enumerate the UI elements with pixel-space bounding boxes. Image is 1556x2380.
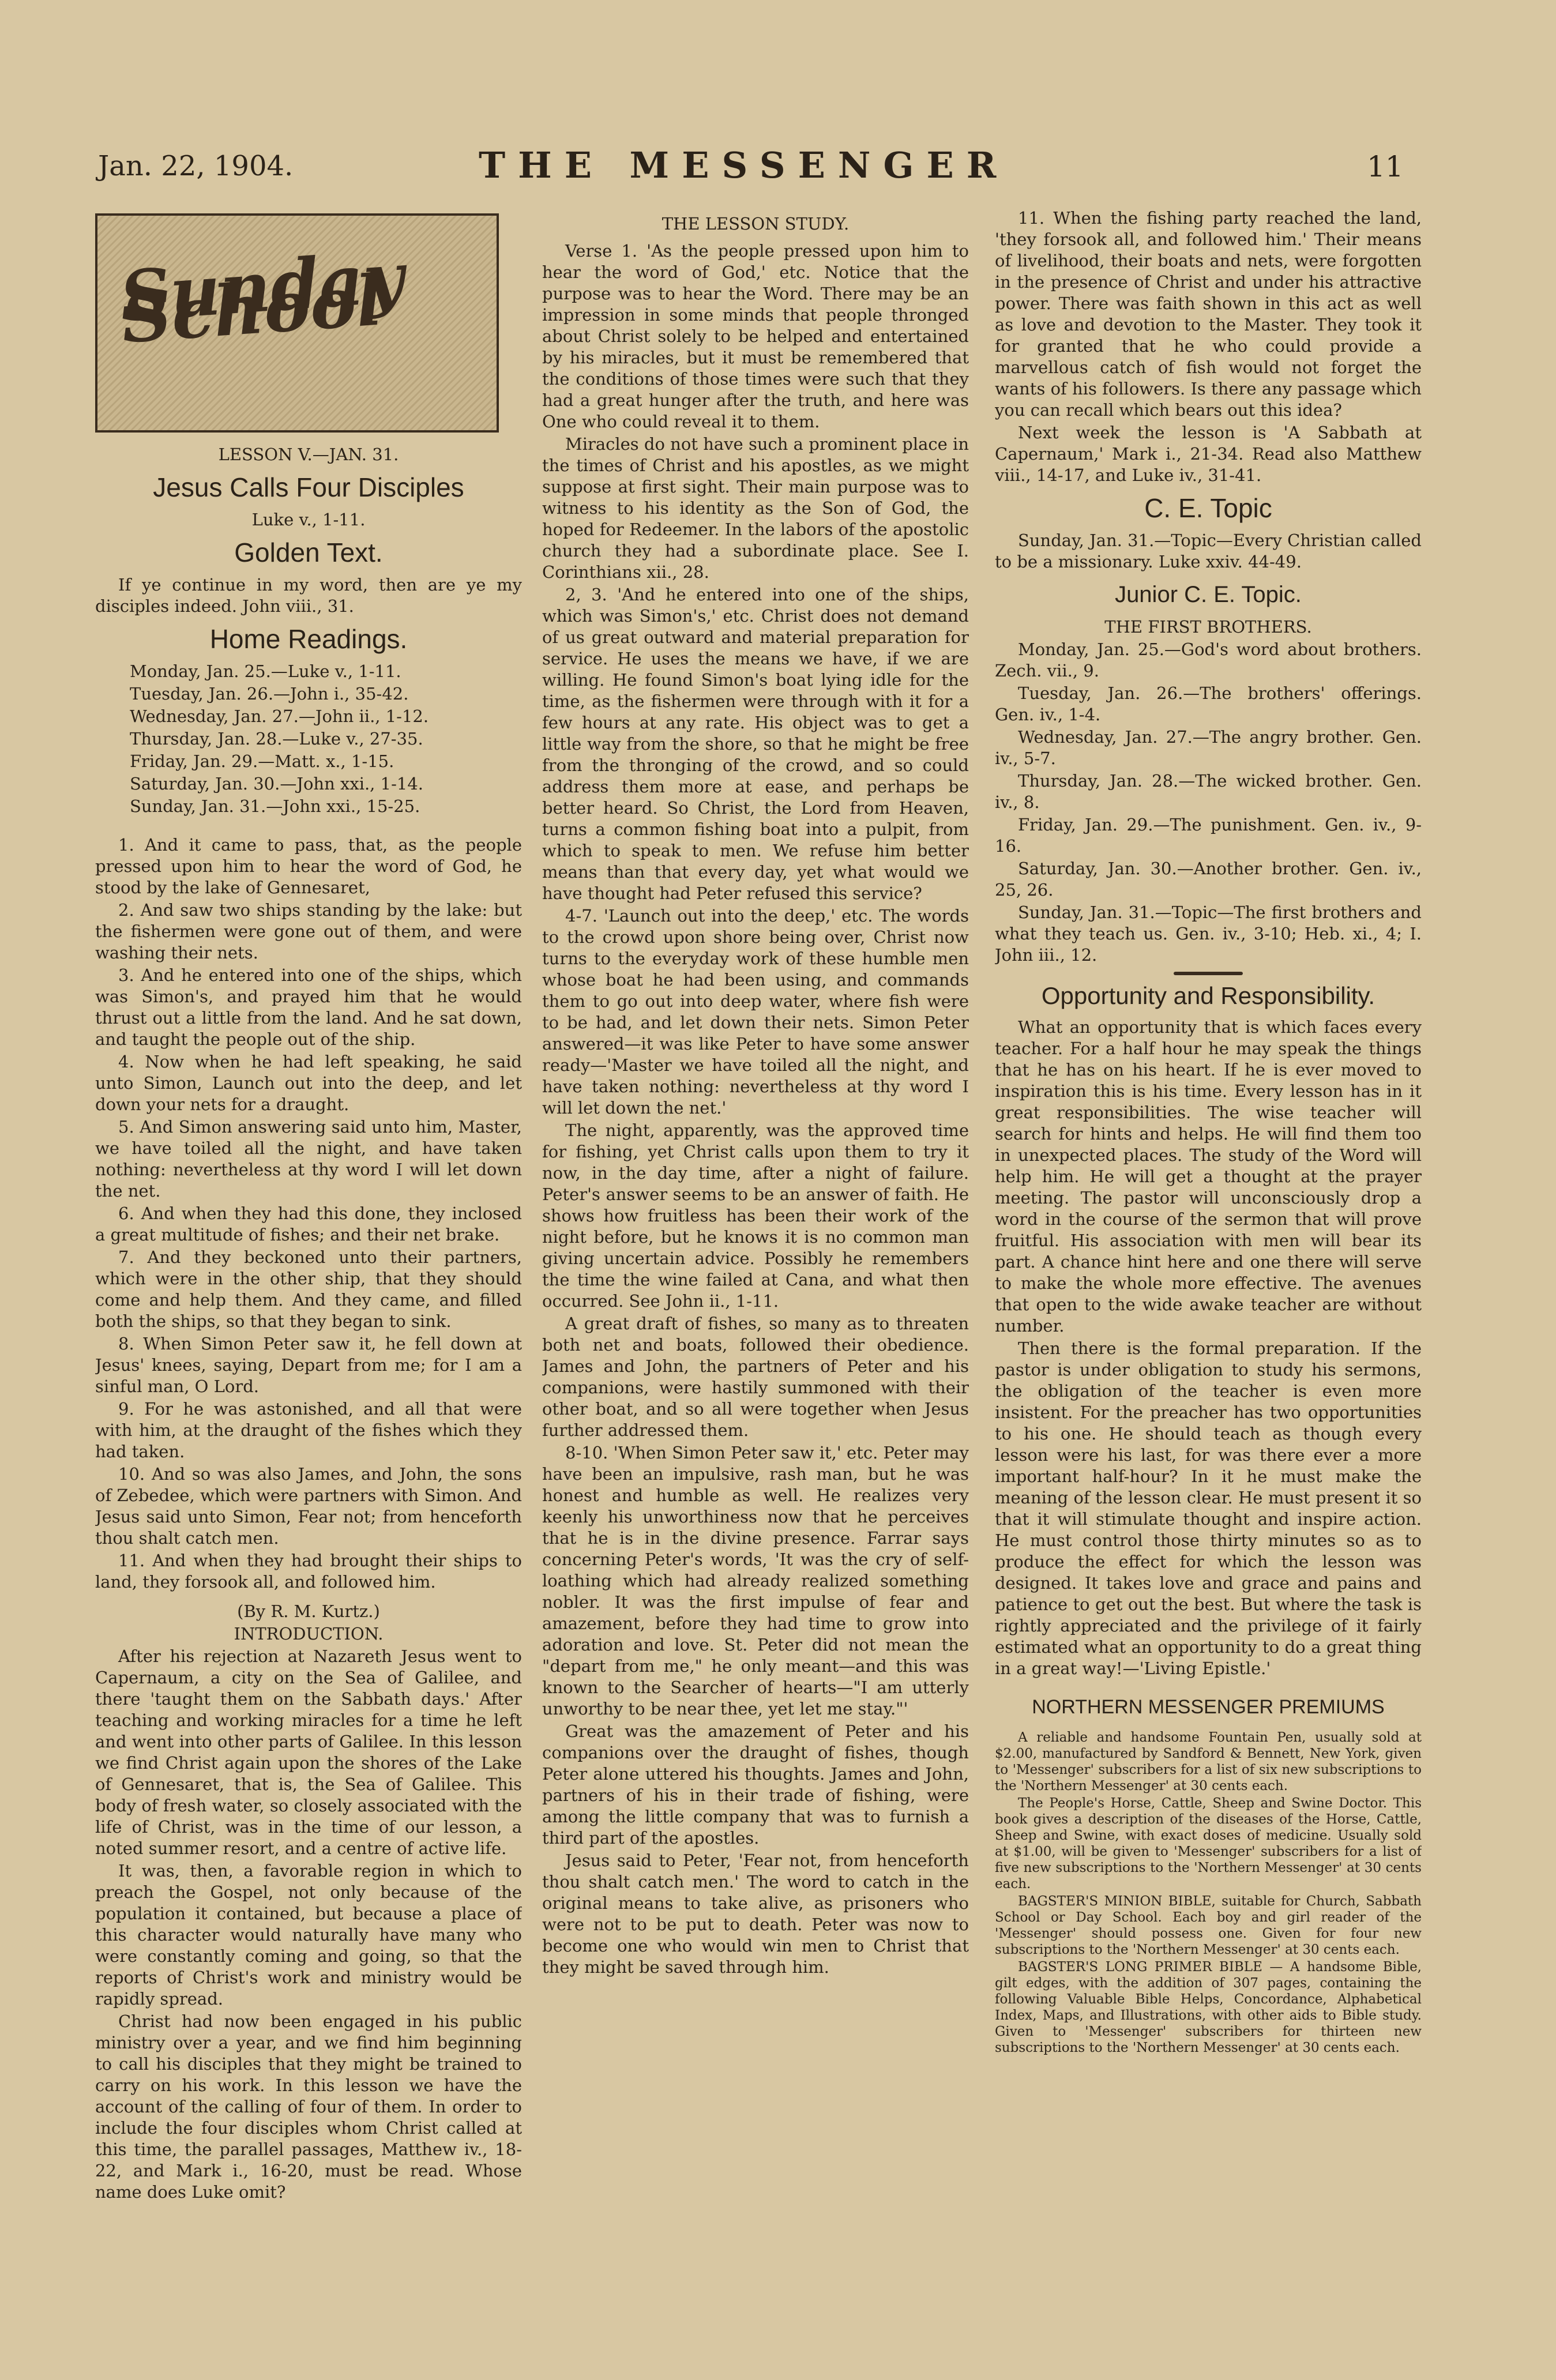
study-paragraph: Miracles do not have such a prominent place in the times of Christ and his apostles, as we might suppose at first sight. Their main purpose was to witness to his identity as the Son of God, the hoped for Redeemer. In the labors of the apostolic church they had a subordinate place. See I. Corinthians xii., 28. bbox=[542, 434, 969, 582]
ornamental-rule bbox=[1174, 972, 1243, 975]
study-paragraph: A great draft of fishes, so many as to threaten both net and boats, followed their obedience. James and John, the partners of Peter and his companions, were hastily summoned with their other boat, and so all were together when Jesus further addressed them. bbox=[542, 1314, 969, 1440]
reading-item: Thursday, Jan. 28.—Luke v., 27-35. bbox=[130, 729, 423, 749]
study-paragraph: Jesus said to Peter, 'Fear not, from henceforth thou shalt catch men.' The word to catch in the original means to take alive, as prisoners who were not to be put to death. Peter was now to become one who would win men to Christ that they might be saved through him. bbox=[542, 1851, 969, 1977]
premiums-heading: NORTHERN MESSENGER PREMIUMS bbox=[1032, 1696, 1385, 1718]
junior-item: Wednesday, Jan. 27.—The angry brother. Gen. iv., 5-7. bbox=[995, 727, 1422, 768]
premium-item: BAGSTER'S LONG PRIMER BIBLE — A handsome Bible, gilt edges, with the addition of 307 pages, containing the following Valuable Bible Helps, Concordance, Alphabetical Index, Maps, and Illustrations, with other aids to Bible study. Given to 'Messenger' subscribers for thirteen new subscriptions to the 'Northern Messenger' at 30 cents each. bbox=[995, 1960, 1422, 2055]
golden-text: If ye continue in my word, then are ye my disciples indeed. John viii., 31. bbox=[95, 575, 522, 616]
reading-item: Monday, Jan. 25.—Luke v., 1-11. bbox=[130, 661, 401, 681]
golden-text-heading: Golden Text. bbox=[234, 537, 383, 567]
study-paragraph: 11. When the fishing party reached the land, 'they forsook all, and followed him.' Their means of livelihood, their boats and nets, were forgotten in the presence of Christ and under his attractive power. There was faith shown in this act as well as love and devotion to the Master. They took it for granted that he who could provide a marvellous catch of fish would not forget the wants of his followers. Is there any passage which you can recall which bears out this idea? bbox=[995, 208, 1422, 420]
page-number: 11 bbox=[1367, 150, 1404, 183]
scripture-verse: 9. For he was astonished, and all that were with him, at the draught of the fishes which they had taken. bbox=[95, 1399, 522, 1461]
study-paragraph: 2, 3. 'And he entered into one of the ships, which was Simon's,' etc. Christ does not demand of us great outward and material preparation for service. He uses the means we have, if we are willing. He found Simon's boat lying idle for the time, as the fishermen were through with it for a few hours at any rate. His object was to get a little way from the shore, so that he might be free from the thronging of the crowd, and so could address them more at ease, and perhaps be better heard. So Christ, the Lord from Heaven, turns a common fishing boat into a pulpit, from which to speak to men. We refuse him better means than that every day, yet what would we have thought had Peter refused this service? bbox=[542, 585, 969, 903]
lesson-label: LESSON V.—JAN. 31. bbox=[218, 445, 399, 464]
scripture-verse: 6. And when they had this done, they inclosed a great multitude of fishes; and their net brake. bbox=[95, 1204, 522, 1244]
reading-item: Friday, Jan. 29.—Matt. x., 1-15. bbox=[130, 751, 394, 771]
intro-paragraph: Christ had now been engaged in his public ministry over a year, and we find him beginning to call his disciples that they might be trained to carry on his work. In this lesson we have the account of the calling of four of them. In order to include the four disciples whom Christ called at this time, the parallel passages, Matthew iv., 18-22, and Mark i., 16-20, must be read. Whose name does Luke omit? bbox=[95, 2011, 522, 2202]
scripture-verse: 1. And it came to pass, that, as the people pressed upon him to hear the word of God, he stood by the lake of Gennesaret, bbox=[95, 835, 522, 897]
byline: (By R. M. Kurtz.) bbox=[237, 1601, 380, 1621]
reading-item: Saturday, Jan. 30.—John xxi., 1-14. bbox=[130, 774, 423, 794]
column-1 bbox=[95, 208, 522, 2341]
scripture-verse: 5. And Simon answering said unto him, Master, we have toiled all the night, and have taken nothing: nevertheless at thy word I will let down the net. bbox=[95, 1117, 522, 1201]
reading-item: Tuesday, Jan. 26.—John i., 35-42. bbox=[130, 684, 409, 704]
lesson-title: Jesus Calls Four Disciples bbox=[153, 472, 464, 502]
scripture-verse: 10. And so was also James, and John, the sons of Zebedee, which were partners with Simon. And Jesus said unto Simon, Fear not; from henceforth thou shalt catch men. bbox=[95, 1464, 522, 1548]
junior-ce-heading: Junior C. E. Topic. bbox=[1115, 582, 1302, 607]
masthead-title: THE MESSENGER bbox=[479, 144, 1009, 186]
junior-item: Tuesday, Jan. 26.—The brothers' offerings. Gen. iv., 1-4. bbox=[995, 683, 1422, 724]
junior-item: Monday, Jan. 25.—God's word about brothers. Zech. vii., 9. bbox=[995, 640, 1422, 680]
lesson-reference: Luke v., 1-11. bbox=[251, 510, 366, 529]
home-readings-list bbox=[95, 661, 522, 817]
reading-item: Sunday, Jan. 31.—John xxi., 15-25. bbox=[130, 796, 420, 816]
introduction-heading: INTRODUCTION. bbox=[234, 1624, 384, 1644]
scripture-verse: 2. And saw two ships standing by the lake: but the fishermen were gone out of them, and were washing their nets. bbox=[95, 900, 522, 962]
junior-ce-subheading: THE FIRST BROTHERS. bbox=[1104, 617, 1312, 637]
intro-paragraph: After his rejection at Nazareth Jesus went to Capernaum, a city on the Sea of Galilee, and there 'taught them on the Sabbath days.' After teaching and working miracles for a time he left and went into other parts of Galilee. In this lesson we find Christ again upon the shores of the Lake of Gennesaret, that is, the Sea of Galilee. This body of fresh water, so closely associated with the life of Christ, was in the time of our lesson, a noted summer resort, and a centre of active life. bbox=[95, 1646, 522, 1858]
scripture-verse: 11. And when they had brought their ships to land, they forsook all, and followed him. bbox=[95, 1551, 522, 1592]
junior-item: Thursday, Jan. 28.—The wicked brother. Gen. iv., 8. bbox=[995, 771, 1422, 812]
scripture-verse: 3. And he entered into one of the ships, which was Simon's, and prayed him that he would thrust out a little from the land. And he sat down, and taught the people out of the ship. bbox=[95, 965, 522, 1049]
ce-topic-heading: C. E. Topic bbox=[1144, 493, 1272, 523]
junior-item: Saturday, Jan. 30.—Another brother. Gen. iv., 25, 26. bbox=[995, 859, 1422, 900]
study-paragraph: Verse 1. 'As the people pressed upon him to hear the word of God,' etc. Notice that the purpose was to hear the Word. There may be an impression in some minds that people thronged about Christ solely to be helped and entertained by his miracles, but it must be remembered that the conditions of those times were such that they had a great hunger after the truth, and here was One who could reveal it to them. bbox=[542, 241, 969, 431]
sunday-school-banner bbox=[95, 213, 499, 433]
scripture-verse: 4. Now when he had left speaking, he said unto Simon, Launch out into the deep, and let down your nets for a draught. bbox=[95, 1052, 522, 1114]
header-date: Jan. 22, 1904. bbox=[98, 150, 294, 182]
junior-item: Friday, Jan. 29.—The punishment. Gen. iv., 9-16. bbox=[995, 815, 1422, 856]
intro-paragraph: It was, then, a favorable region in which to preach the Gospel, not only because of the population it contained, but because a place of this character would naturally have many who were constantly coming and going, so that the reports of Christ's work and ministry would be rapidly spread. bbox=[95, 1861, 522, 2009]
page-header bbox=[92, 144, 1476, 196]
opportunity-heading: Opportunity and Responsibility. bbox=[1041, 982, 1375, 1009]
scripture-verse: 7. And they beckoned unto their partners, which were in the other ship, that they should come and help them. And they came, and filled both the ships, so that they began to sink. bbox=[95, 1247, 522, 1331]
home-readings-heading: Home Readings. bbox=[209, 624, 408, 654]
reading-item: Wednesday, Jan. 27.—John ii., 1-12. bbox=[130, 706, 429, 726]
banner-text: Sunday School bbox=[117, 236, 407, 359]
study-paragraph: Next week the lesson is 'A Sabbath at Capernaum,' Mark i., 21-34. Read also Matthew viii., 14-17, and Luke iv., 31-41. bbox=[995, 423, 1422, 485]
scripture-verse: 8. When Simon Peter saw it, he fell down at Jesus' knees, saying, Depart from me; for I am a sinful man, O Lord. bbox=[95, 1334, 522, 1396]
junior-item: Sunday, Jan. 31.—Topic—The first brothers and what they teach us. Gen. iv., 3-10; Heb. xi., 4; I. John iii., 12. bbox=[995, 903, 1422, 965]
premium-item: The People's Horse, Cattle, Sheep and Swine Doctor. This book gives a description of the diseases of the Horse, Cattle, Sheep and Swine, with exact doses of medicine. Usually sold at $1.00, will be given to 'Messenger' subscribers for a list of five new subscriptions to the 'Northern Messenger' at 30 cents each. bbox=[995, 1796, 1422, 1892]
column-2 bbox=[542, 208, 969, 2341]
lesson-study-heading: THE LESSON STUDY. bbox=[662, 214, 850, 234]
study-paragraph: The night, apparently, was the approved time for fishing, yet Christ calls upon them to try it now, in the day time, after a night of failure. Peter's answer seems to be an answer of faith. He shows how fruitless has been their work of the night before, but he knows it is no common man giving uncertain advice. Possibly he remembers the time the wine failed at Cana, and what then occurred. See John ii., 1-11. bbox=[542, 1121, 969, 1311]
ce-topic-text: Sunday, Jan. 31.—Topic—Every Christian called to be a missionary. Luke xxiv. 44-49. bbox=[995, 531, 1422, 571]
study-paragraph: 8-10. 'When Simon Peter saw it,' etc. Peter may have been an impulsive, rash man, but he was honest and humble as well. He realizes very keenly his unworthiness now that he perceives that he is in the divine presence. Farrar says concerning Peter's words, 'It was the cry of self-loathing which had already realized something nobler. It was the first impulse of fear and amazement, before they had time to grow into adoration and love. St. Peter did not mean the "depart from me," he only meant—and this was known to the Searcher of hearts—"I am utterly unworthy to be near thee, yet let me stay."' bbox=[542, 1443, 969, 1719]
study-paragraph: Great was the amazement of Peter and his companions over the draught of fishes, though Peter alone uttered his thoughts. James and John, partners of his in their trade of fishing, were among the little company that was to furnish a third part of the apostles. bbox=[542, 1721, 969, 1848]
opportunity-paragraph: Then there is the formal preparation. If the pastor is under obligation to study his sermons, the obligation of the teacher is even more insistent. For the preacher has two opportunities to his one. He should teach as though every lesson were his last, for was there ever a more important half-hour? In it he must make the meaning of the lesson clear. He must present it so that it will stimulate thought and inspire action. He must control those thirty minutes so as to produce the effect for which the lesson was designed. It takes love and grace and pains and patience to get out the best. But where the task is rightly appreciated and the privilege of it fairly estimated what an opportunity to do a great thing in a great way!—'Living Epistle.' bbox=[995, 1338, 1422, 1678]
premium-item: BAGSTER'S MINION BIBLE, suitable for Church, Sabbath School or Day School. Each boy and girl reader of the 'Messenger' should possess one. Given for four new subscriptions to the 'Northern Messenger' at 30 cents each. bbox=[995, 1894, 1422, 1957]
opportunity-paragraph: What an opportunity that is which faces every teacher. For a half hour he may speak the things that he has on his heart. If he is ever moved to inspiration this is his time. Every lesson has in it great responsibilities. The wise teacher will search for hints and helps. He will find them too in unexpected places. The study of the Word will help him. He will get a thought at the prayer meeting. The pastor will unconsciously drop a word in the course of the sermon that will prove fruitful. His association with men will bear its part. A chance hint here and one there will serve to make the whole more effective. The avenues that open to the wide awake teacher are without number. bbox=[995, 1017, 1422, 1336]
premium-item: A reliable and handsome Fountain Pen, usually sold at $2.00, manufactured by Sandford & Bennett, New York, given to 'Messenger' subscribers for a list of six new subscriptions to the 'Northern Messenger' at 30 cents each. bbox=[995, 1730, 1422, 1794]
study-paragraph: 4-7. 'Launch out into the deep,' etc. The words to the crowd upon shore being over, Christ now turns to the everyday work of these humble men whose boat he had been using, and commands them to go out into deep water, where fish were to be had, and let down their nets. Simon Peter answered—it was like Peter to have some answer ready—'Master we have toiled all the night, and have taken nothing: nevertheless at thy word I will let down the net.' bbox=[542, 906, 969, 1118]
column-3 bbox=[995, 208, 1422, 2341]
